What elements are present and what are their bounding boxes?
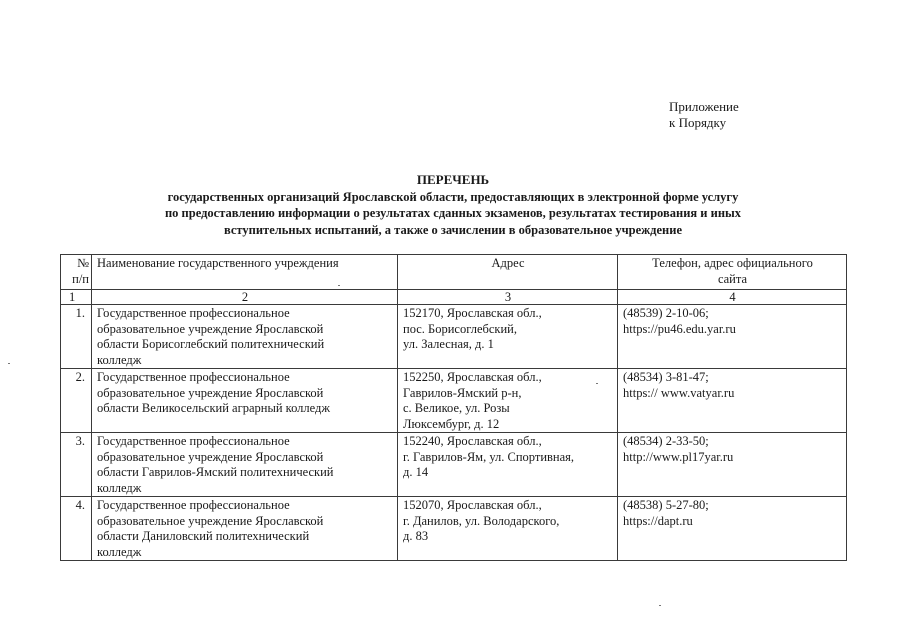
address-line: 152170, Ярославская обл., xyxy=(403,306,542,320)
table-row xyxy=(61,369,847,433)
name-line: колледж xyxy=(97,480,142,495)
header-address: Адрес xyxy=(398,255,618,290)
institution-contacts xyxy=(618,305,847,369)
heading-line-3: вступительных испытаний, а также о зачислении в образовательное учреждение xyxy=(223,222,683,237)
column-index-1: 1 xyxy=(61,290,92,305)
address-line: Люксембург, д. 12 xyxy=(403,416,500,431)
name-line: Государственное профессиональное xyxy=(97,306,290,320)
header-phone-line-1: Телефон, адрес официального xyxy=(652,256,813,270)
name-line: образовательное учреждение Ярославской xyxy=(97,449,324,464)
header-phone xyxy=(618,255,847,290)
scan-speck xyxy=(596,383,598,384)
address-line: Гаврилов-Ямский р-н, xyxy=(403,385,522,400)
header-num xyxy=(61,255,92,290)
heading-line-2: по предоставлению информации о результатах сданных экзаменов, результатах тестирования и иных xyxy=(164,206,742,220)
institution-name xyxy=(92,433,398,497)
row-number: 2. xyxy=(61,369,92,433)
address-line: д. 83 xyxy=(403,529,429,543)
name-line: Государственное профессиональное xyxy=(97,434,290,448)
institution-address xyxy=(398,369,618,433)
scan-speck xyxy=(8,363,10,364)
appendix-line-2: к Порядку xyxy=(669,115,727,130)
document-heading xyxy=(40,172,866,238)
appendix-note xyxy=(669,99,739,131)
phone-line: (48534) 2-33-50; xyxy=(623,434,709,448)
scan-speck xyxy=(659,605,661,606)
scan-speck xyxy=(338,285,340,286)
institution-address xyxy=(398,305,618,369)
name-line: образовательное учреждение Ярославской xyxy=(97,513,324,528)
name-line: колледж xyxy=(97,544,142,559)
row-number: 4. xyxy=(61,497,92,561)
table-row xyxy=(61,497,847,561)
phone-line: (48538) 5-27-80; xyxy=(623,498,709,512)
name-line: образовательное учреждение Ярославской xyxy=(97,321,324,336)
institution-address xyxy=(398,433,618,497)
address-line: г. Данилов, ул. Володарского, xyxy=(403,513,560,528)
document-title: ПЕРЕЧЕНЬ xyxy=(416,172,490,187)
address-line: с. Великое, ул. Розы xyxy=(403,401,510,415)
address-line: д. 14 xyxy=(403,465,429,479)
phone-line: (48534) 3-81-47; xyxy=(623,370,709,384)
name-line: области Борисоглебский политехнический xyxy=(97,337,325,351)
column-index-3: 3 xyxy=(398,290,618,305)
name-line: образовательное учреждение Ярославской xyxy=(97,385,324,400)
phone-line: (48539) 2-10-06; xyxy=(623,306,709,320)
heading-line-1: государственных организаций Ярославской области, предоставляющих в электронной форме услугу xyxy=(167,189,739,204)
header-name: Наименование государственного учреждения xyxy=(92,255,398,290)
institution-address xyxy=(398,497,618,561)
header-num-line-2: п/п xyxy=(72,271,89,286)
name-line: Государственное профессиональное xyxy=(97,370,290,384)
appendix-line-1: Приложение xyxy=(669,99,739,114)
name-line: области Гаврилов-Ямский политехнический xyxy=(97,465,334,479)
table-header-row xyxy=(61,255,847,290)
row-number: 1. xyxy=(61,305,92,369)
header-num-line-1: № xyxy=(77,256,89,270)
website-line: https://pu46.edu.yar.ru xyxy=(623,321,736,336)
column-index-4: 4 xyxy=(618,290,847,305)
institution-contacts xyxy=(618,433,847,497)
institution-name xyxy=(92,305,398,369)
website-line: https:// www.vatyar.ru xyxy=(623,385,735,400)
website-line: https://dapt.ru xyxy=(623,513,693,528)
address-line: ул. Залесная, д. 1 xyxy=(403,337,494,351)
address-line: 152250, Ярославская обл., xyxy=(403,370,542,384)
table-row xyxy=(61,433,847,497)
name-line: области Даниловский политехнический xyxy=(97,529,310,543)
institution-contacts xyxy=(618,497,847,561)
address-line: пос. Борисоглебский, xyxy=(403,321,517,336)
address-line: г. Гаврилов-Ям, ул. Спортивная, xyxy=(403,449,575,464)
address-line: 152240, Ярославская обл., xyxy=(403,434,542,448)
header-phone-line-2: сайта xyxy=(717,271,748,286)
row-number: 3. xyxy=(61,433,92,497)
institution-name xyxy=(92,369,398,433)
name-line: колледж xyxy=(97,352,142,367)
address-line: 152070, Ярославская обл., xyxy=(403,498,542,512)
column-index-2: 2 xyxy=(92,290,398,305)
table-row xyxy=(61,305,847,369)
institution-contacts xyxy=(618,369,847,433)
institutions-table xyxy=(60,254,847,561)
institution-name xyxy=(92,497,398,561)
column-index-row xyxy=(61,290,847,305)
name-line: области Великосельский аграрный колледж xyxy=(97,401,331,415)
website-line: http://www.pl17yar.ru xyxy=(623,449,734,464)
name-line: Государственное профессиональное xyxy=(97,498,290,512)
